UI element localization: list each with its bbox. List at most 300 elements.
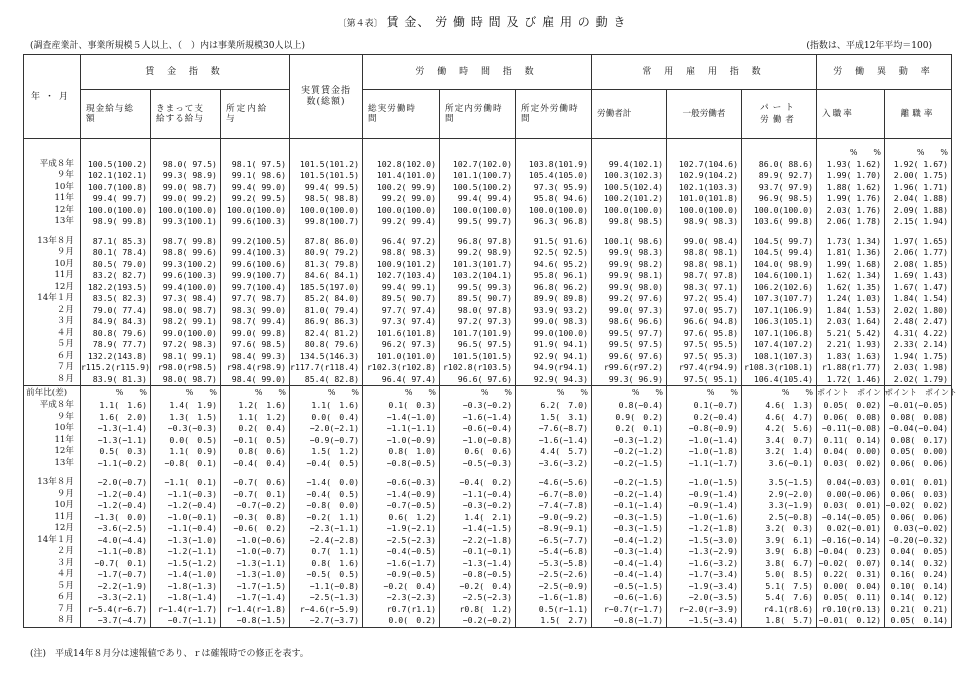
value-cell: −0.8( 0.1) <box>151 458 221 470</box>
value-cell: 0.0( 0.2) <box>363 615 440 627</box>
data-row <box>24 205 952 217</box>
value-cell: 132.2(143.8) <box>81 351 151 363</box>
spacer-cell <box>885 228 952 236</box>
value-cell: 0.21( 0.21) <box>885 604 952 616</box>
value-cell: 0.06( 0.03) <box>885 489 952 501</box>
value-cell: −2.5(−0.9) <box>516 581 592 593</box>
value-cell: 86.0( 88.6) <box>742 159 817 171</box>
spacer-row <box>24 139 952 148</box>
value-cell: 1.3( 1.5) <box>151 412 221 424</box>
value-cell: 99.8(100.7) <box>290 216 363 228</box>
value-cell: 97.7( 98.7) <box>221 293 290 305</box>
value-cell: 103.2(104.1) <box>440 270 516 282</box>
value-cell: 99.6(100.3) <box>221 216 290 228</box>
spacer-cell <box>667 228 742 236</box>
data-row <box>24 293 952 305</box>
value-cell: 103.6( 99.8) <box>742 216 817 228</box>
value-cell: −2.5(−2.3) <box>363 535 440 547</box>
value-cell: 99.0( 97.3) <box>592 305 667 317</box>
data-row <box>24 400 952 412</box>
value-cell: 99.2(100.5) <box>221 236 290 248</box>
spacer-cell <box>440 228 516 236</box>
value-cell: −3.6(−2.5) <box>81 523 151 535</box>
value-cell: 100.1( 98.6) <box>592 236 667 248</box>
value-cell: 0.05( 0.14) <box>885 615 952 627</box>
value-cell: 100.0(100.0) <box>742 205 817 217</box>
value-cell: −1.3(−1.0) <box>151 535 221 547</box>
col-header-general-workers <box>667 90 742 139</box>
value-cell: 97.0( 95.7) <box>667 305 742 317</box>
value-cell: 96.6( 97.6) <box>440 374 516 386</box>
value-cell: −0.7(−0.2) <box>221 500 290 512</box>
value-cell: 185.5(197.0) <box>290 282 363 294</box>
value-cell: 96.3( 96.8) <box>516 216 592 228</box>
value-cell: 3.9( 6.1) <box>742 535 817 547</box>
value-cell: −1.7(−0.7) <box>81 569 151 581</box>
value-cell: 87.1( 85.3) <box>81 236 151 248</box>
col-header-label: 現金給与総額 <box>86 104 134 124</box>
value-cell: −0.4( 0.5) <box>290 489 363 501</box>
value-cell: 99.2( 97.6) <box>592 293 667 305</box>
value-cell: −3.7(−4.7) <box>81 615 151 627</box>
value-cell: −1.4(−1.0) <box>363 412 440 424</box>
value-cell: −1.0(−1.8) <box>667 446 742 458</box>
value-cell: 2.06( 1.77) <box>885 247 952 259</box>
value-cell: −0.3(−1.5) <box>592 523 667 535</box>
data-row <box>24 374 952 386</box>
value-cell: 0.02(−0.01) <box>817 523 885 535</box>
row-label: 10月 <box>24 259 81 271</box>
spacer-cell <box>885 469 952 477</box>
value-cell: −0.14(−0.05) <box>817 512 885 524</box>
unit-label: % % <box>151 386 221 401</box>
spacer-cell <box>440 139 516 148</box>
row-label: 13年８月 <box>24 236 81 248</box>
value-cell: −1.7(−3.4) <box>667 569 742 581</box>
value-cell: −0.11(−0.08) <box>817 423 885 435</box>
value-cell: −0.02( 0.02) <box>885 500 952 512</box>
value-cell: −1.3(−1.4) <box>440 558 516 570</box>
value-cell: 101.5(101.2) <box>290 159 363 171</box>
col-header-total-cash-earnings <box>81 90 151 139</box>
data-row <box>24 489 952 501</box>
value-cell: 98.2( 99.1) <box>151 316 221 328</box>
spacer-cell <box>742 469 817 477</box>
value-cell: r4.1(r8.6) <box>742 604 817 616</box>
spacer-cell <box>151 139 221 148</box>
spacer-cell <box>667 139 742 148</box>
value-cell: 0.8( 1.0) <box>363 446 440 458</box>
spacer-cell <box>24 139 81 148</box>
value-cell: −0.7(−0.5) <box>363 500 440 512</box>
value-cell: 0.1( 0.3) <box>363 400 440 412</box>
value-cell: 102.8(102.0) <box>363 159 440 171</box>
spacer-cell <box>817 139 885 148</box>
value-cell: 99.0( 99.2) <box>151 193 221 205</box>
row-label: ９年 <box>24 412 81 424</box>
value-cell: 92.5( 92.5) <box>516 247 592 259</box>
value-cell: 0.14( 0.32) <box>885 558 952 570</box>
value-cell: −0.7(−1.1) <box>151 615 221 627</box>
row-label: ７月 <box>24 362 81 374</box>
col-header-part-time-workers <box>742 90 817 139</box>
value-cell: 102.7(102.0) <box>440 159 516 171</box>
value-cell: 1.99( 1.76) <box>817 193 885 205</box>
value-cell: 1.93( 1.62) <box>817 159 885 171</box>
value-cell: 96.8( 96.2) <box>516 282 592 294</box>
value-cell: 81.3( 79.8) <box>290 259 363 271</box>
value-cell: −2.2(−1.9) <box>81 581 151 593</box>
col-header-separation-rate <box>885 90 952 139</box>
value-cell: 0.2(−0.4) <box>667 412 742 424</box>
value-cell: 100.3(102.3) <box>592 170 667 182</box>
unit-label <box>221 147 290 159</box>
unit-label <box>81 147 151 159</box>
row-label: 11月 <box>24 270 81 282</box>
value-cell: −0.1(−1.4) <box>592 500 667 512</box>
table-number: 〔第４表〕 <box>337 19 383 29</box>
value-cell: −1.7(−1.5) <box>221 581 290 593</box>
value-cell: −2.3(−2.3) <box>363 592 440 604</box>
value-cell: 87.8( 86.0) <box>290 236 363 248</box>
value-cell: 0.00( 0.04) <box>817 581 885 593</box>
col-header-overtime-hours <box>516 90 592 139</box>
value-cell: r−1.4(r−1.8) <box>221 604 290 616</box>
data-row <box>24 305 952 317</box>
value-cell: 95.8( 96.1) <box>516 270 592 282</box>
spacer-cell <box>221 228 290 236</box>
value-cell: −0.4(−1.2) <box>592 535 667 547</box>
value-cell: 101.0(101.8) <box>667 193 742 205</box>
spacer-cell <box>592 139 667 148</box>
value-cell: 101.5(101.5) <box>290 170 363 182</box>
value-cell: 103.8(101.9) <box>516 159 592 171</box>
value-cell: 95.8( 94.6) <box>516 193 592 205</box>
value-cell: r117.7(r118.4) <box>290 362 363 374</box>
value-cell: −0.3(−1.2) <box>592 435 667 447</box>
value-cell: −5.3(−5.8) <box>516 558 592 570</box>
value-cell: 1.94( 1.75) <box>885 351 952 363</box>
spacer-cell <box>363 469 440 477</box>
spacer-cell <box>440 469 516 477</box>
unit-label <box>667 147 742 159</box>
value-cell: 94.9(r94.1) <box>516 362 592 374</box>
col-header-label: 一般労働者 <box>682 109 726 119</box>
value-cell: 99.8( 98.5) <box>592 216 667 228</box>
data-row <box>24 512 952 524</box>
row-label: ２月 <box>24 546 81 558</box>
value-cell: 101.5(101.5) <box>440 351 516 363</box>
value-cell: 98.0( 97.8) <box>440 305 516 317</box>
value-cell: 0.6( 1.2) <box>363 512 440 524</box>
index-base-note: (指数は、平成12年平均＝100) <box>806 41 932 51</box>
value-cell: 0.0( 0.4) <box>290 412 363 424</box>
value-cell: 98.4( 99.0) <box>221 374 290 386</box>
value-cell: r0.7(r1.1) <box>363 604 440 616</box>
col-header-all-employees <box>592 90 667 139</box>
value-cell: 2.48( 2.47) <box>885 316 952 328</box>
value-cell: −0.2(−1.5) <box>592 458 667 470</box>
spacer-cell <box>516 139 592 148</box>
spacer-cell <box>363 228 440 236</box>
value-cell: 0.03(−0.02) <box>885 523 952 535</box>
value-cell: 98.8( 98.1) <box>667 259 742 271</box>
value-cell: −0.8(−0.5) <box>363 458 440 470</box>
value-cell: 93.7( 97.9) <box>742 182 817 194</box>
value-cell: 99.5( 99.3) <box>440 282 516 294</box>
value-cell: 99.5( 97.7) <box>592 328 667 340</box>
value-cell: −1.3(−1.4) <box>81 423 151 435</box>
value-cell: 0.06( 0.06) <box>885 458 952 470</box>
wage-index-header: 賃 金 指 数 <box>81 55 290 90</box>
value-cell: 0.7( 1.1) <box>290 546 363 558</box>
value-cell: −0.2( 0.4) <box>363 581 440 593</box>
value-cell: −0.4( 0.5) <box>290 458 363 470</box>
unit-label: % % <box>742 386 817 401</box>
row-label: ２月 <box>24 305 81 317</box>
row-label: 14年１月 <box>24 293 81 305</box>
value-cell: −3.6(−3.2) <box>516 458 592 470</box>
spacer-cell <box>592 469 667 477</box>
value-cell: r102.8(r103.5) <box>440 362 516 374</box>
value-cell: −1.1(−0.2) <box>81 458 151 470</box>
value-cell: 104.5( 99.7) <box>742 236 817 248</box>
value-cell: 101.7(101.9) <box>440 328 516 340</box>
value-cell: 84.9( 84.3) <box>81 316 151 328</box>
value-cell: 82.4( 81.2) <box>290 328 363 340</box>
data-row <box>24 182 952 194</box>
value-cell: 104.6(100.1) <box>742 270 817 282</box>
value-cell: 5.21( 5.42) <box>817 328 885 340</box>
value-cell: 1.4( 1.9) <box>151 400 221 412</box>
row-label: ４月 <box>24 569 81 581</box>
value-cell: 83.2( 82.7) <box>81 270 151 282</box>
data-row <box>24 412 952 424</box>
value-cell: 1.84( 1.54) <box>885 293 952 305</box>
value-cell: 98.6( 96.6) <box>592 316 667 328</box>
value-cell: 99.3(100.1) <box>151 216 221 228</box>
table-title <box>0 13 964 30</box>
value-cell: 101.3(101.7) <box>440 259 516 271</box>
spacer-cell <box>742 139 817 148</box>
value-cell: −0.7( 0.6) <box>221 477 290 489</box>
section-label: 前年比(差) <box>24 386 81 401</box>
value-cell: 99.5( 97.5) <box>592 339 667 351</box>
spacer-cell <box>290 139 363 148</box>
value-cell: 4.6( 4.7) <box>742 412 817 424</box>
value-cell: r99.6(r97.2) <box>592 362 667 374</box>
row-label: 11年 <box>24 193 81 205</box>
row-label: 12年 <box>24 446 81 458</box>
value-cell: 98.0( 97.5) <box>151 159 221 171</box>
value-cell: −1.6(−1.8) <box>516 592 592 604</box>
value-cell: 107.1(106.9) <box>742 305 817 317</box>
unit-label: % % <box>592 386 667 401</box>
value-cell: −3.3(−2.1) <box>81 592 151 604</box>
value-cell: 2.5(−0.8) <box>742 512 817 524</box>
data-row <box>24 147 952 159</box>
unit-label <box>151 147 221 159</box>
value-cell: 98.9( 98.3) <box>667 216 742 228</box>
value-cell: −1.7(−1.4) <box>221 592 290 604</box>
spacer-cell <box>885 139 952 148</box>
spacer-cell <box>817 228 885 236</box>
value-cell: 100.0(100.0) <box>363 205 440 217</box>
value-cell: 98.4( 99.3) <box>221 351 290 363</box>
value-cell: 100.0(100.0) <box>516 205 592 217</box>
value-cell: 89.5( 90.7) <box>440 293 516 305</box>
value-cell: 1.1( 1.2) <box>221 412 290 424</box>
value-cell: −0.1( 0.5) <box>221 435 290 447</box>
value-cell: −0.9(−1.4) <box>667 500 742 512</box>
value-cell: 89.9( 89.8) <box>516 293 592 305</box>
value-cell: 97.3( 98.4) <box>151 293 221 305</box>
row-label: 10年 <box>24 423 81 435</box>
value-cell: −1.1( 0.1) <box>151 477 221 489</box>
value-cell: 2.00( 1.75) <box>885 170 952 182</box>
value-cell: 0.14( 0.12) <box>885 592 952 604</box>
value-cell: 0.00(−0.06) <box>817 489 885 501</box>
value-cell: −1.1(−0.8) <box>81 546 151 558</box>
spacer-cell <box>221 139 290 148</box>
spacer-cell <box>81 469 151 477</box>
value-cell: 100.0(100.0) <box>592 205 667 217</box>
value-cell: 97.6( 95.8) <box>667 328 742 340</box>
unit-label: % % <box>221 386 290 401</box>
value-cell: −1.5(−3.4) <box>667 615 742 627</box>
value-cell: 2.02( 1.80) <box>885 305 952 317</box>
value-cell: 100.0(100.0) <box>151 205 221 217</box>
row-label: 12月 <box>24 282 81 294</box>
value-cell: 0.03( 0.01) <box>817 500 885 512</box>
value-cell: 134.5(146.3) <box>290 351 363 363</box>
value-cell: 83.9( 81.3) <box>81 374 151 386</box>
data-row <box>24 270 952 282</box>
col-header-label: 所定内給与 <box>226 104 269 124</box>
value-cell: −0.04( 0.23) <box>817 546 885 558</box>
value-cell: r0.8( 1.2) <box>440 604 516 616</box>
value-cell: 4.31( 4.22) <box>885 328 952 340</box>
value-cell: 2.15( 1.94) <box>885 216 952 228</box>
value-cell: 0.1(−0.7) <box>667 400 742 412</box>
row-label: ５月 <box>24 339 81 351</box>
value-cell: −0.04(−0.04) <box>885 423 952 435</box>
unit-label <box>440 147 516 159</box>
value-cell: 1.99( 1.68) <box>817 259 885 271</box>
data-row <box>24 247 952 259</box>
value-cell: −1.3(−2.9) <box>667 546 742 558</box>
row-label: ７月 <box>24 604 81 616</box>
value-cell: −2.0(−0.7) <box>81 477 151 489</box>
value-cell: 89.9( 92.7) <box>742 170 817 182</box>
value-cell: 1.5( 3.1) <box>516 412 592 424</box>
statistics-table <box>23 54 958 628</box>
table-title-text: 賃 金、 労 働 時 間 及 び 雇 用 の 動 き <box>386 15 627 29</box>
data-row <box>24 236 952 248</box>
value-cell: r98.4(r98.9) <box>221 362 290 374</box>
value-cell: r−0.7(r−1.7) <box>592 604 667 616</box>
value-cell: −1.0(−0.1) <box>151 512 221 524</box>
value-cell: −1.0(−1.5) <box>667 477 742 489</box>
data-row <box>24 216 952 228</box>
real-wage-index-header <box>290 55 363 139</box>
spacer-cell <box>817 469 885 477</box>
value-cell: 98.3( 99.0) <box>221 305 290 317</box>
value-cell: 5.0( 8.5) <box>742 569 817 581</box>
spacer-row <box>24 469 952 477</box>
value-cell: −0.9(−0.5) <box>363 569 440 581</box>
row-label: ６月 <box>24 351 81 363</box>
value-cell: 99.0( 98.3) <box>516 316 592 328</box>
data-row <box>24 569 952 581</box>
col-header-label: 所定外労働時間 <box>521 104 579 124</box>
value-cell: 100.0(100.0) <box>667 205 742 217</box>
value-cell: 1.84( 1.53) <box>817 305 885 317</box>
value-cell: 99.2( 98.9) <box>440 247 516 259</box>
value-cell: 1.1( 0.9) <box>151 446 221 458</box>
value-cell: −1.9(−3.4) <box>667 581 742 593</box>
value-cell: −1.8(−1.3) <box>151 581 221 593</box>
value-cell: −0.2( 0.4) <box>440 581 516 593</box>
row-label: ８月 <box>24 374 81 386</box>
value-cell: 94.6( 95.2) <box>516 259 592 271</box>
value-cell: 105.4(105.0) <box>516 170 592 182</box>
value-cell: 0.0( 0.5) <box>151 435 221 447</box>
row-label: 14年１月 <box>24 535 81 547</box>
value-cell: −1.8(−1.4) <box>151 592 221 604</box>
value-cell: 98.1( 97.5) <box>221 159 290 171</box>
value-cell: 0.01( 0.01) <box>885 477 952 489</box>
value-cell: 98.3( 97.1) <box>667 282 742 294</box>
value-cell: r115.2(r115.9) <box>81 362 151 372</box>
value-cell: 100.2(101.2) <box>592 193 667 205</box>
value-cell: 81.0( 79.4) <box>290 305 363 317</box>
value-cell: 1.4( 2.1) <box>440 512 516 524</box>
data-row <box>24 362 952 374</box>
value-cell: 1.5( 1.2) <box>290 446 363 458</box>
value-cell: 102.9(104.2) <box>667 170 742 182</box>
value-cell: 2.06( 1.78) <box>817 216 885 228</box>
value-cell: −7.6(−8.7) <box>516 423 592 435</box>
value-cell: −1.1(−1.7) <box>667 458 742 470</box>
value-cell: −0.2(−1.2) <box>592 446 667 458</box>
value-cell: −0.1(−0.1) <box>440 546 516 558</box>
value-cell: 99.3(100.2) <box>151 259 221 271</box>
value-cell: 0.8(−0.4) <box>592 400 667 412</box>
value-cell: 101.6(101.8) <box>363 328 440 340</box>
value-cell: 98.0( 98.7) <box>151 374 221 386</box>
spacer-cell <box>151 228 221 236</box>
value-cell: 3.4( 0.7) <box>742 435 817 447</box>
row-label: ９年 <box>24 170 81 182</box>
spacer-cell <box>24 228 81 236</box>
value-cell: 100.0(100.0) <box>221 205 290 217</box>
data-row <box>24 159 952 171</box>
value-cell: −0.4(−0.5) <box>363 546 440 558</box>
data-row <box>24 615 952 627</box>
unit-row-label <box>24 147 81 159</box>
value-cell: −0.3(−0.2) <box>440 500 516 512</box>
value-cell: r108.3(r108.1) <box>742 362 817 374</box>
value-cell: −0.2(−1.4) <box>592 489 667 501</box>
data-row <box>24 435 952 447</box>
value-cell: 0.05( 0.11) <box>817 592 885 604</box>
value-cell: 0.04( 0.05) <box>885 546 952 558</box>
data-row <box>24 592 952 604</box>
value-cell: 91.9( 94.1) <box>516 339 592 351</box>
row-label: 12月 <box>24 523 81 535</box>
value-cell: −1.1(−0.3) <box>151 489 221 501</box>
